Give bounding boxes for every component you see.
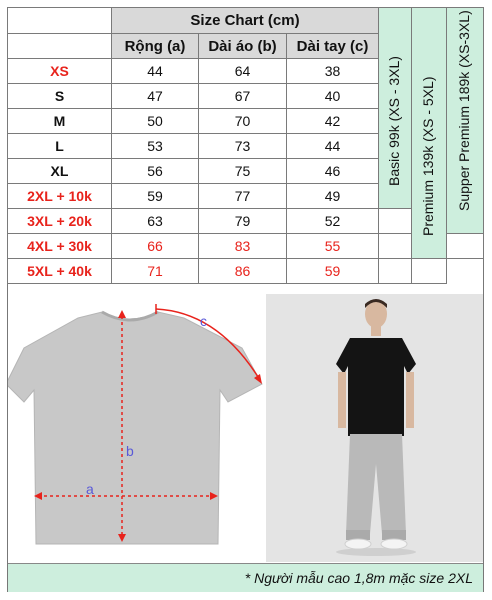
col-header-width: Rộng (a) bbox=[112, 34, 199, 59]
tshirt-shape bbox=[8, 312, 262, 544]
tier-premium-label: Premium 139k (XS - 5XL) bbox=[420, 76, 436, 236]
table-cell: 75 bbox=[199, 159, 287, 184]
table-cell: 56 bbox=[112, 159, 199, 184]
table-cell: 70 bbox=[199, 109, 287, 134]
footer-note bbox=[8, 563, 483, 592]
right-sneaker bbox=[381, 539, 407, 549]
table-cell: 42 bbox=[287, 109, 379, 134]
tier-supper-premium-label: Supper Premium 189k (XS-3XL) bbox=[456, 10, 472, 211]
model-right-arm bbox=[406, 372, 414, 428]
table-cell: 79 bbox=[199, 209, 287, 234]
table-cell: 47 bbox=[112, 84, 199, 109]
table-cell: 64 bbox=[199, 59, 287, 84]
table-row bbox=[8, 259, 484, 284]
table-cell: 59 bbox=[112, 184, 199, 209]
size-label: XS bbox=[8, 59, 112, 84]
table-cell: 67 bbox=[199, 84, 287, 109]
size-label: S bbox=[8, 84, 112, 109]
table-cell: 50 bbox=[112, 109, 199, 134]
table-cell: 63 bbox=[112, 209, 199, 234]
tier-basic-label: Basic 99k (XS - 3XL) bbox=[386, 56, 402, 186]
model-photo bbox=[266, 294, 483, 562]
tier-basic-empty bbox=[379, 259, 412, 284]
size-label: M bbox=[8, 109, 112, 134]
tshirt-measurement-svg bbox=[8, 294, 265, 562]
table-cell: 71 bbox=[112, 259, 199, 284]
size-label: 2XL + 10k bbox=[8, 184, 112, 209]
header-blank bbox=[8, 34, 112, 59]
size-label: 5XL + 40k bbox=[8, 259, 112, 284]
table-cell: 44 bbox=[112, 59, 199, 84]
table-cell: 59 bbox=[287, 259, 379, 284]
table-cell: 38 bbox=[287, 59, 379, 84]
size-label: L bbox=[8, 134, 112, 159]
tier-supper-empty bbox=[447, 234, 484, 259]
model-black-tee bbox=[336, 338, 416, 436]
tier-basic-empty bbox=[379, 209, 412, 234]
model-illustration-svg bbox=[266, 294, 483, 562]
table-cell: 77 bbox=[199, 184, 287, 209]
tier-basic bbox=[379, 8, 412, 209]
chart-title: Size Chart (cm) bbox=[112, 8, 379, 34]
left-sneaker bbox=[345, 539, 371, 549]
size-label: 3XL + 20k bbox=[8, 209, 112, 234]
table-cell: 46 bbox=[287, 159, 379, 184]
model-left-arm bbox=[338, 372, 346, 428]
measure-a-label: a bbox=[86, 481, 94, 497]
size-label: 4XL + 30k bbox=[8, 234, 112, 259]
size-label: XL bbox=[8, 159, 112, 184]
tier-premium bbox=[412, 8, 447, 259]
corner-cell bbox=[8, 8, 112, 34]
tier-supper-empty bbox=[412, 259, 447, 284]
tier-supper-premium bbox=[447, 8, 484, 234]
table-cell: 53 bbox=[112, 134, 199, 159]
model-neck bbox=[371, 326, 381, 336]
footer-note-text: * Người mẫu cao 1,8m mặc size 2XL bbox=[244, 570, 473, 586]
shirt-diagram bbox=[8, 294, 265, 562]
photo-area bbox=[8, 294, 483, 562]
floor-shadow bbox=[336, 548, 416, 556]
table-cell: 49 bbox=[287, 184, 379, 209]
tier-basic-empty bbox=[379, 234, 412, 259]
table-cell: 83 bbox=[199, 234, 287, 259]
measure-b-label: b bbox=[126, 443, 134, 459]
table-cell: 73 bbox=[199, 134, 287, 159]
measure-c-label: c bbox=[200, 313, 207, 329]
measure-b-arrow-top bbox=[118, 310, 126, 318]
table-cell: 55 bbox=[287, 234, 379, 259]
col-header-sleeve: Dài tay (c) bbox=[287, 34, 379, 59]
size-table bbox=[7, 7, 484, 284]
table-cell: 52 bbox=[287, 209, 379, 234]
table-cell: 40 bbox=[287, 84, 379, 109]
table-cell: 66 bbox=[112, 234, 199, 259]
col-header-length: Dài áo (b) bbox=[199, 34, 287, 59]
table-cell: 86 bbox=[199, 259, 287, 284]
table-cell: 44 bbox=[287, 134, 379, 159]
